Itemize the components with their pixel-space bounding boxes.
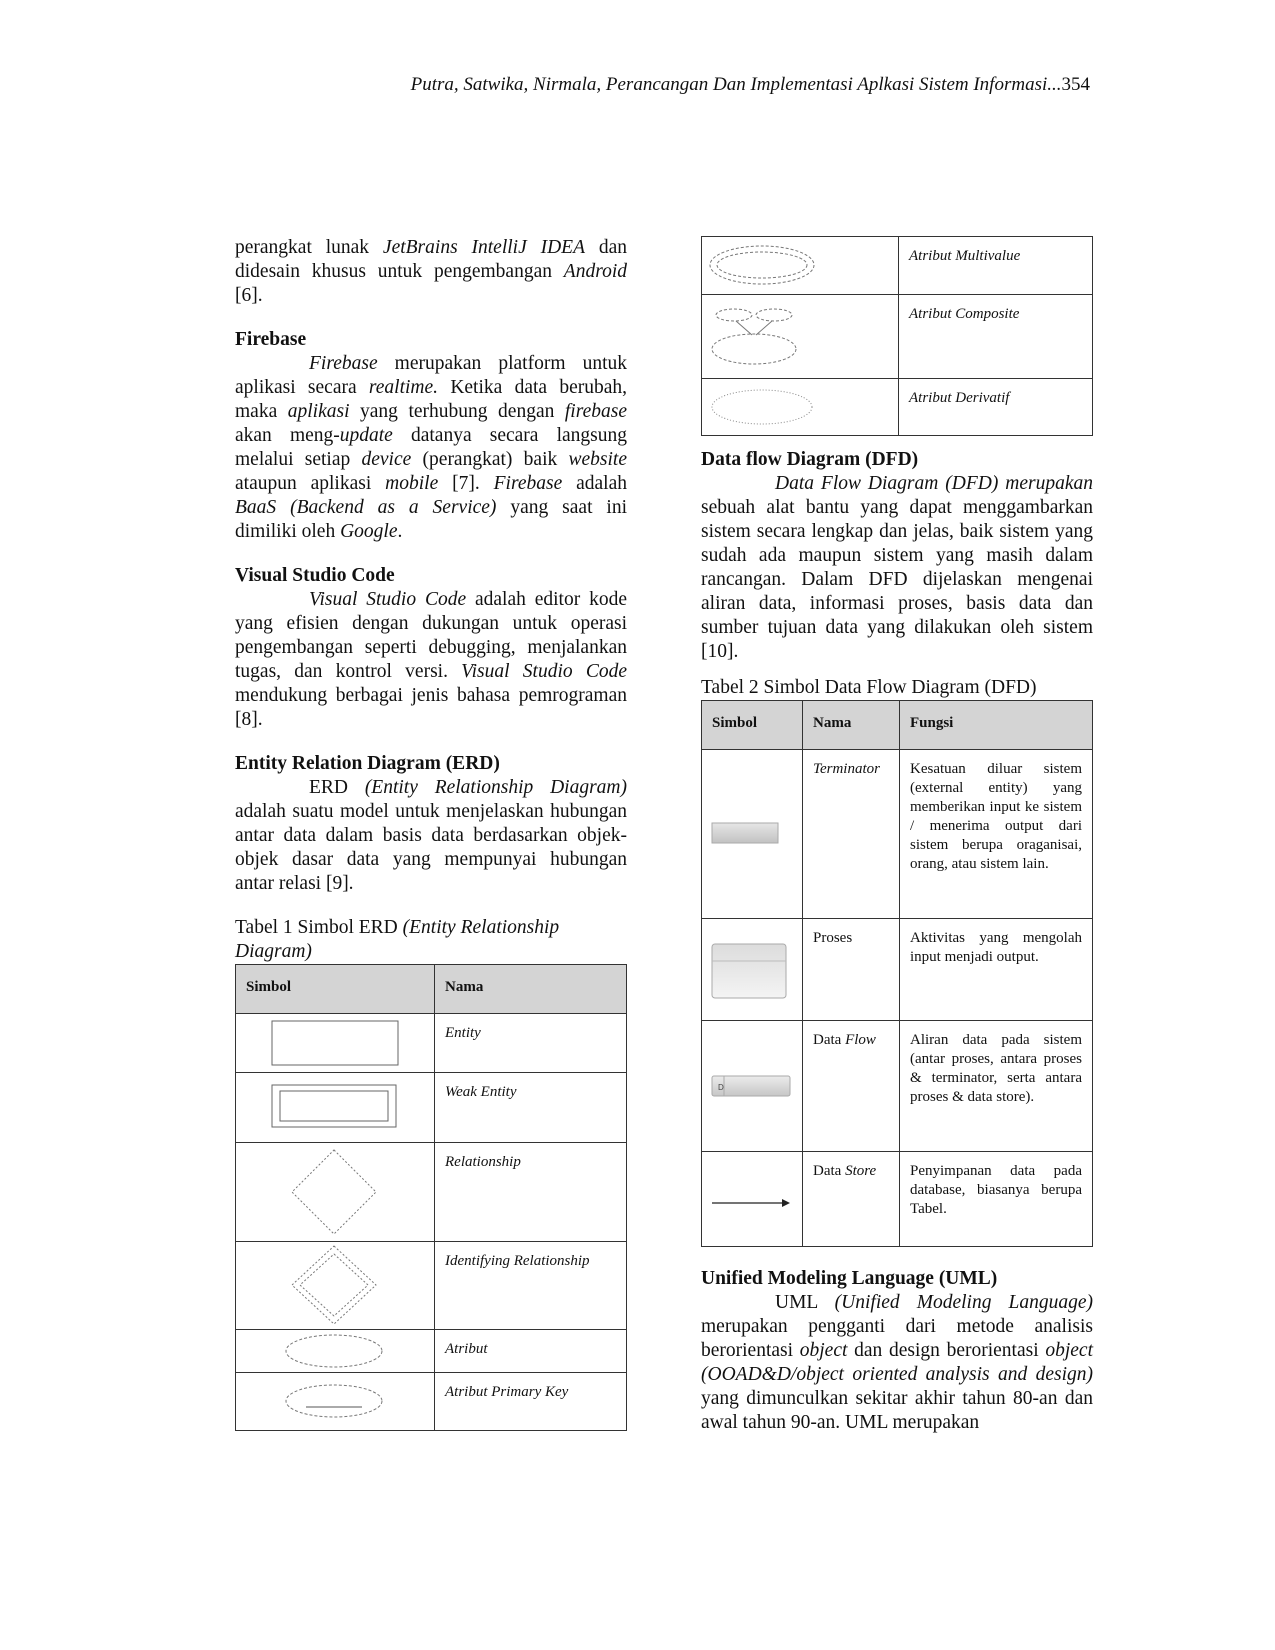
row-name: Weak Entity <box>435 1073 627 1143</box>
header-text: Putra, Satwika, Nirmala, Perancangan Dan Implementasi Aplkasi Sistem Informasi... <box>410 74 1062 95</box>
row-function: Kesatuan diluar sistem (external entity) yang memberikan input ke sistem / menerima output dari sistem berupa oraganisai, orang, atau sistem lain. <box>900 750 1093 919</box>
table-row <box>236 1330 627 1373</box>
identifying-relationship-symbol <box>236 1242 435 1330</box>
row-name: Atribut Derivatif <box>899 379 1093 436</box>
table2-caption: Tabel 2 Simbol Data Flow Diagram (DFD) <box>701 677 1037 698</box>
uml-paragraph: UML (Unified Modeling Language) merupakan pengganti dari metode analisis berorientasi object dan design berorientasi object (OOAD&D/object oriented analysis and design) yang dimunculkan sekitar akhir tahun 80-an dan awal tahun 90-an. UML merupakan <box>701 1292 1093 1433</box>
weak-entity-symbol <box>236 1073 435 1143</box>
row-name: Data Flow <box>803 1021 900 1152</box>
table1-caption: Tabel 1 Simbol ERD (Entity Relationship Diagram) <box>235 917 560 962</box>
proses-symbol <box>702 919 803 1021</box>
table-row <box>702 1021 1093 1152</box>
dfd-heading: Data flow Diagram (DFD) <box>701 449 919 470</box>
dfd-symbol-table <box>701 700 1093 1247</box>
table-row <box>702 919 1093 1021</box>
relationship-symbol <box>236 1143 435 1242</box>
atribut-derivatif-symbol <box>702 379 899 436</box>
erd-heading: Entity Relation Diagram (ERD) <box>235 753 500 774</box>
row-name: Atribut Primary Key <box>435 1373 627 1431</box>
col-header-nama: Nama <box>803 701 900 750</box>
col-header-nama: Nama <box>435 965 627 1014</box>
row-name: Relationship <box>435 1143 627 1242</box>
atribut-composite-symbol <box>702 295 899 379</box>
table-row <box>702 1152 1093 1247</box>
row-name: Entity <box>435 1014 627 1073</box>
row-name: Atribut Composite <box>899 295 1093 379</box>
terminator-symbol <box>702 750 803 919</box>
table-row <box>236 1143 627 1242</box>
erd-symbol-table-continued <box>701 236 1093 436</box>
table-row <box>702 750 1093 919</box>
dfd-paragraph: Data Flow Diagram (DFD) merupakan sebuah alat bantu yang dapat menggambarkan sistem secara lengkap dan jelas, baik sistem yang sudah ada maupun sistem yang masih dalam rancangan. Dalam DFD dijelaskan mengenai aliran data, informasi proses, basis data dan sumber tujuan data yang dilakukan oleh sistem [10]. <box>701 473 1093 662</box>
row-function: Aktivitas yang mengolah input menjadi output. <box>900 919 1093 1021</box>
row-function: Aliran data pada sistem (antar proses, antara proses & terminator, serta antara proses & data store). <box>900 1021 1093 1152</box>
erd-symbol-table <box>235 964 627 1431</box>
col-header-simbol: Simbol <box>702 701 803 750</box>
firebase-heading: Firebase <box>235 329 307 350</box>
table-row <box>236 1073 627 1143</box>
data-flow-symbol <box>702 1021 803 1152</box>
left-column <box>235 236 627 1431</box>
col-header-fungsi: Fungsi <box>900 701 1093 750</box>
table-row <box>236 1373 627 1431</box>
vscode-paragraph: Visual Studio Code adalah editor kode yang efisien dengan dukungan untuk operasi pengembangan seperti debugging, menjalankan tugas, dan kontrol versi. Visual Studio Code mendukung berbagai jenis bahasa pemrograman [8]. <box>235 589 627 730</box>
atribut-symbol <box>236 1330 435 1373</box>
entity-symbol <box>236 1014 435 1073</box>
running-header <box>0 74 1090 96</box>
row-name: Atribut <box>435 1330 627 1373</box>
row-name: Atribut Multivalue <box>899 237 1093 295</box>
col-header-simbol: Simbol <box>236 965 435 1014</box>
erd-paragraph: ERD (Entity Relationship Diagram) adalah suatu model untuk menjelaskan hubungan antar data dalam basis data berdasarkan objek-objek dasar data yang mempunyai hubungan antar relasi [9]. <box>235 777 627 894</box>
row-name: Data Store <box>803 1152 900 1247</box>
uml-heading: Unified Modeling Language (UML) <box>701 1268 998 1289</box>
table-row <box>236 1242 627 1330</box>
page-number: 354 <box>1061 74 1090 95</box>
table-row <box>702 295 1093 379</box>
row-function: Penyimpanan data pada database, biasanya berupa Tabel. <box>900 1152 1093 1247</box>
atribut-multivalue-symbol <box>702 237 899 295</box>
table-row <box>236 1014 627 1073</box>
firebase-paragraph: Firebase merupakan platform untuk aplikasi secara realtime. Ketika data berubah, maka aplikasi yang terhubung dengan firebase akan meng-update datanya secara langsung melalui setiap device (perangkat) baik website ataupun aplikasi mobile [7]. Firebase adalah BaaS (Backend as a Service) yang saat ini dimiliki oleh Google. <box>235 353 627 542</box>
table-row <box>702 237 1093 295</box>
right-column <box>701 236 1093 1435</box>
vscode-heading: Visual Studio Code <box>235 565 395 586</box>
intro-paragraph: perangkat lunak JetBrains IntelliJ IDEA dan didesain khusus untuk pengembangan Android [6]. <box>235 237 628 306</box>
row-name: Proses <box>803 919 900 1021</box>
row-name: Identifying Relationship <box>435 1242 627 1330</box>
table-row <box>702 379 1093 436</box>
atribut-primary-key-symbol <box>236 1373 435 1431</box>
flow-symbol-label: D <box>718 1083 724 1092</box>
row-name: Terminator <box>803 750 900 919</box>
data-store-symbol <box>702 1152 803 1247</box>
